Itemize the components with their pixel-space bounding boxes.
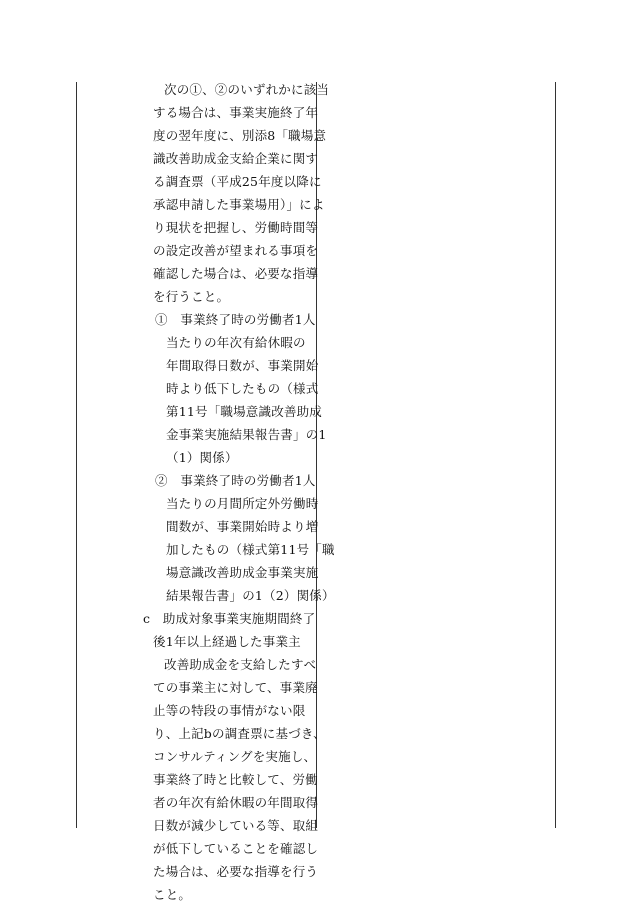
table-border-left bbox=[76, 82, 77, 828]
item1-line: ① 事業終了時の労働者1人 bbox=[155, 312, 316, 327]
item2-line: 場意識改善助成金事業実施 bbox=[166, 565, 319, 580]
table-border-middle bbox=[316, 82, 317, 828]
c-body-line: ての事業主に対して、事業廃 bbox=[153, 680, 318, 695]
table-border-right bbox=[555, 82, 556, 828]
item1-line: 金事業実施結果報告書」の1 bbox=[166, 427, 327, 442]
c-body-line: 事業終了時と比較して、労働 bbox=[153, 772, 318, 787]
intro-line: する場合は、事業実施終了年 bbox=[153, 105, 319, 120]
c-body-line: 改善助成金を支給したすべ bbox=[164, 657, 317, 672]
c-heading-line: 後1年以上経過した事業主 bbox=[153, 634, 301, 649]
item2-line: 間数が、事業開始時より増 bbox=[166, 519, 319, 534]
item1-line: 時より低下したもの（様式 bbox=[166, 381, 319, 396]
intro-line: 承認申請した事業場用）」によ bbox=[153, 197, 325, 212]
item1-line: （1）関係） bbox=[166, 450, 238, 465]
c-body-line: 日数が減少している等、取組 bbox=[153, 818, 319, 833]
intro-line: り現状を把握し、労働時間等 bbox=[153, 220, 319, 235]
intro-line: 識改善助成金支給企業に関す bbox=[153, 151, 319, 166]
c-body-line: 止等の特段の事情がない限 bbox=[153, 703, 306, 718]
item1-line: 当たりの年次有給休暇の bbox=[166, 335, 306, 350]
item2-line: 当たりの月間所定外労働時 bbox=[166, 496, 319, 511]
c-body-line: こと。 bbox=[153, 887, 192, 902]
c-body-line: コンサルティングを実施し、 bbox=[153, 749, 317, 764]
intro-line: を行うこと。 bbox=[153, 289, 230, 304]
item1-line: 年間取得日数が、事業開始 bbox=[166, 358, 319, 373]
item1-line: 第11号「職場意識改善助成 bbox=[166, 404, 323, 419]
item2-line: 結果報告書」の1（2）関係） bbox=[166, 588, 335, 603]
item2-line: ② 事業終了時の労働者1人 bbox=[155, 473, 316, 488]
intro-line: 度の翌年度に、別添8「職場意 bbox=[153, 128, 327, 143]
intro-line: る調査票（平成25年度以降に bbox=[153, 174, 322, 189]
c-body-line: が低下していることを確認し bbox=[153, 841, 319, 856]
intro-line: 次の①、②のいずれかに該当 bbox=[164, 82, 330, 97]
c-body-line: 者の年次有給休暇の年間取得 bbox=[153, 795, 319, 810]
item2-line: 加したもの（様式第11号「職 bbox=[166, 542, 335, 557]
c-heading-line: c 助成対象事業実施期間終了 bbox=[143, 611, 316, 626]
c-body-line: た場合は、必要な指導を行う bbox=[153, 864, 319, 879]
intro-line: の設定改善が望まれる事項を bbox=[153, 243, 319, 258]
c-body-line: り、上記bの調査票に基づき、 bbox=[153, 726, 326, 741]
intro-line: 確認した場合は、必要な指導 bbox=[153, 266, 319, 281]
